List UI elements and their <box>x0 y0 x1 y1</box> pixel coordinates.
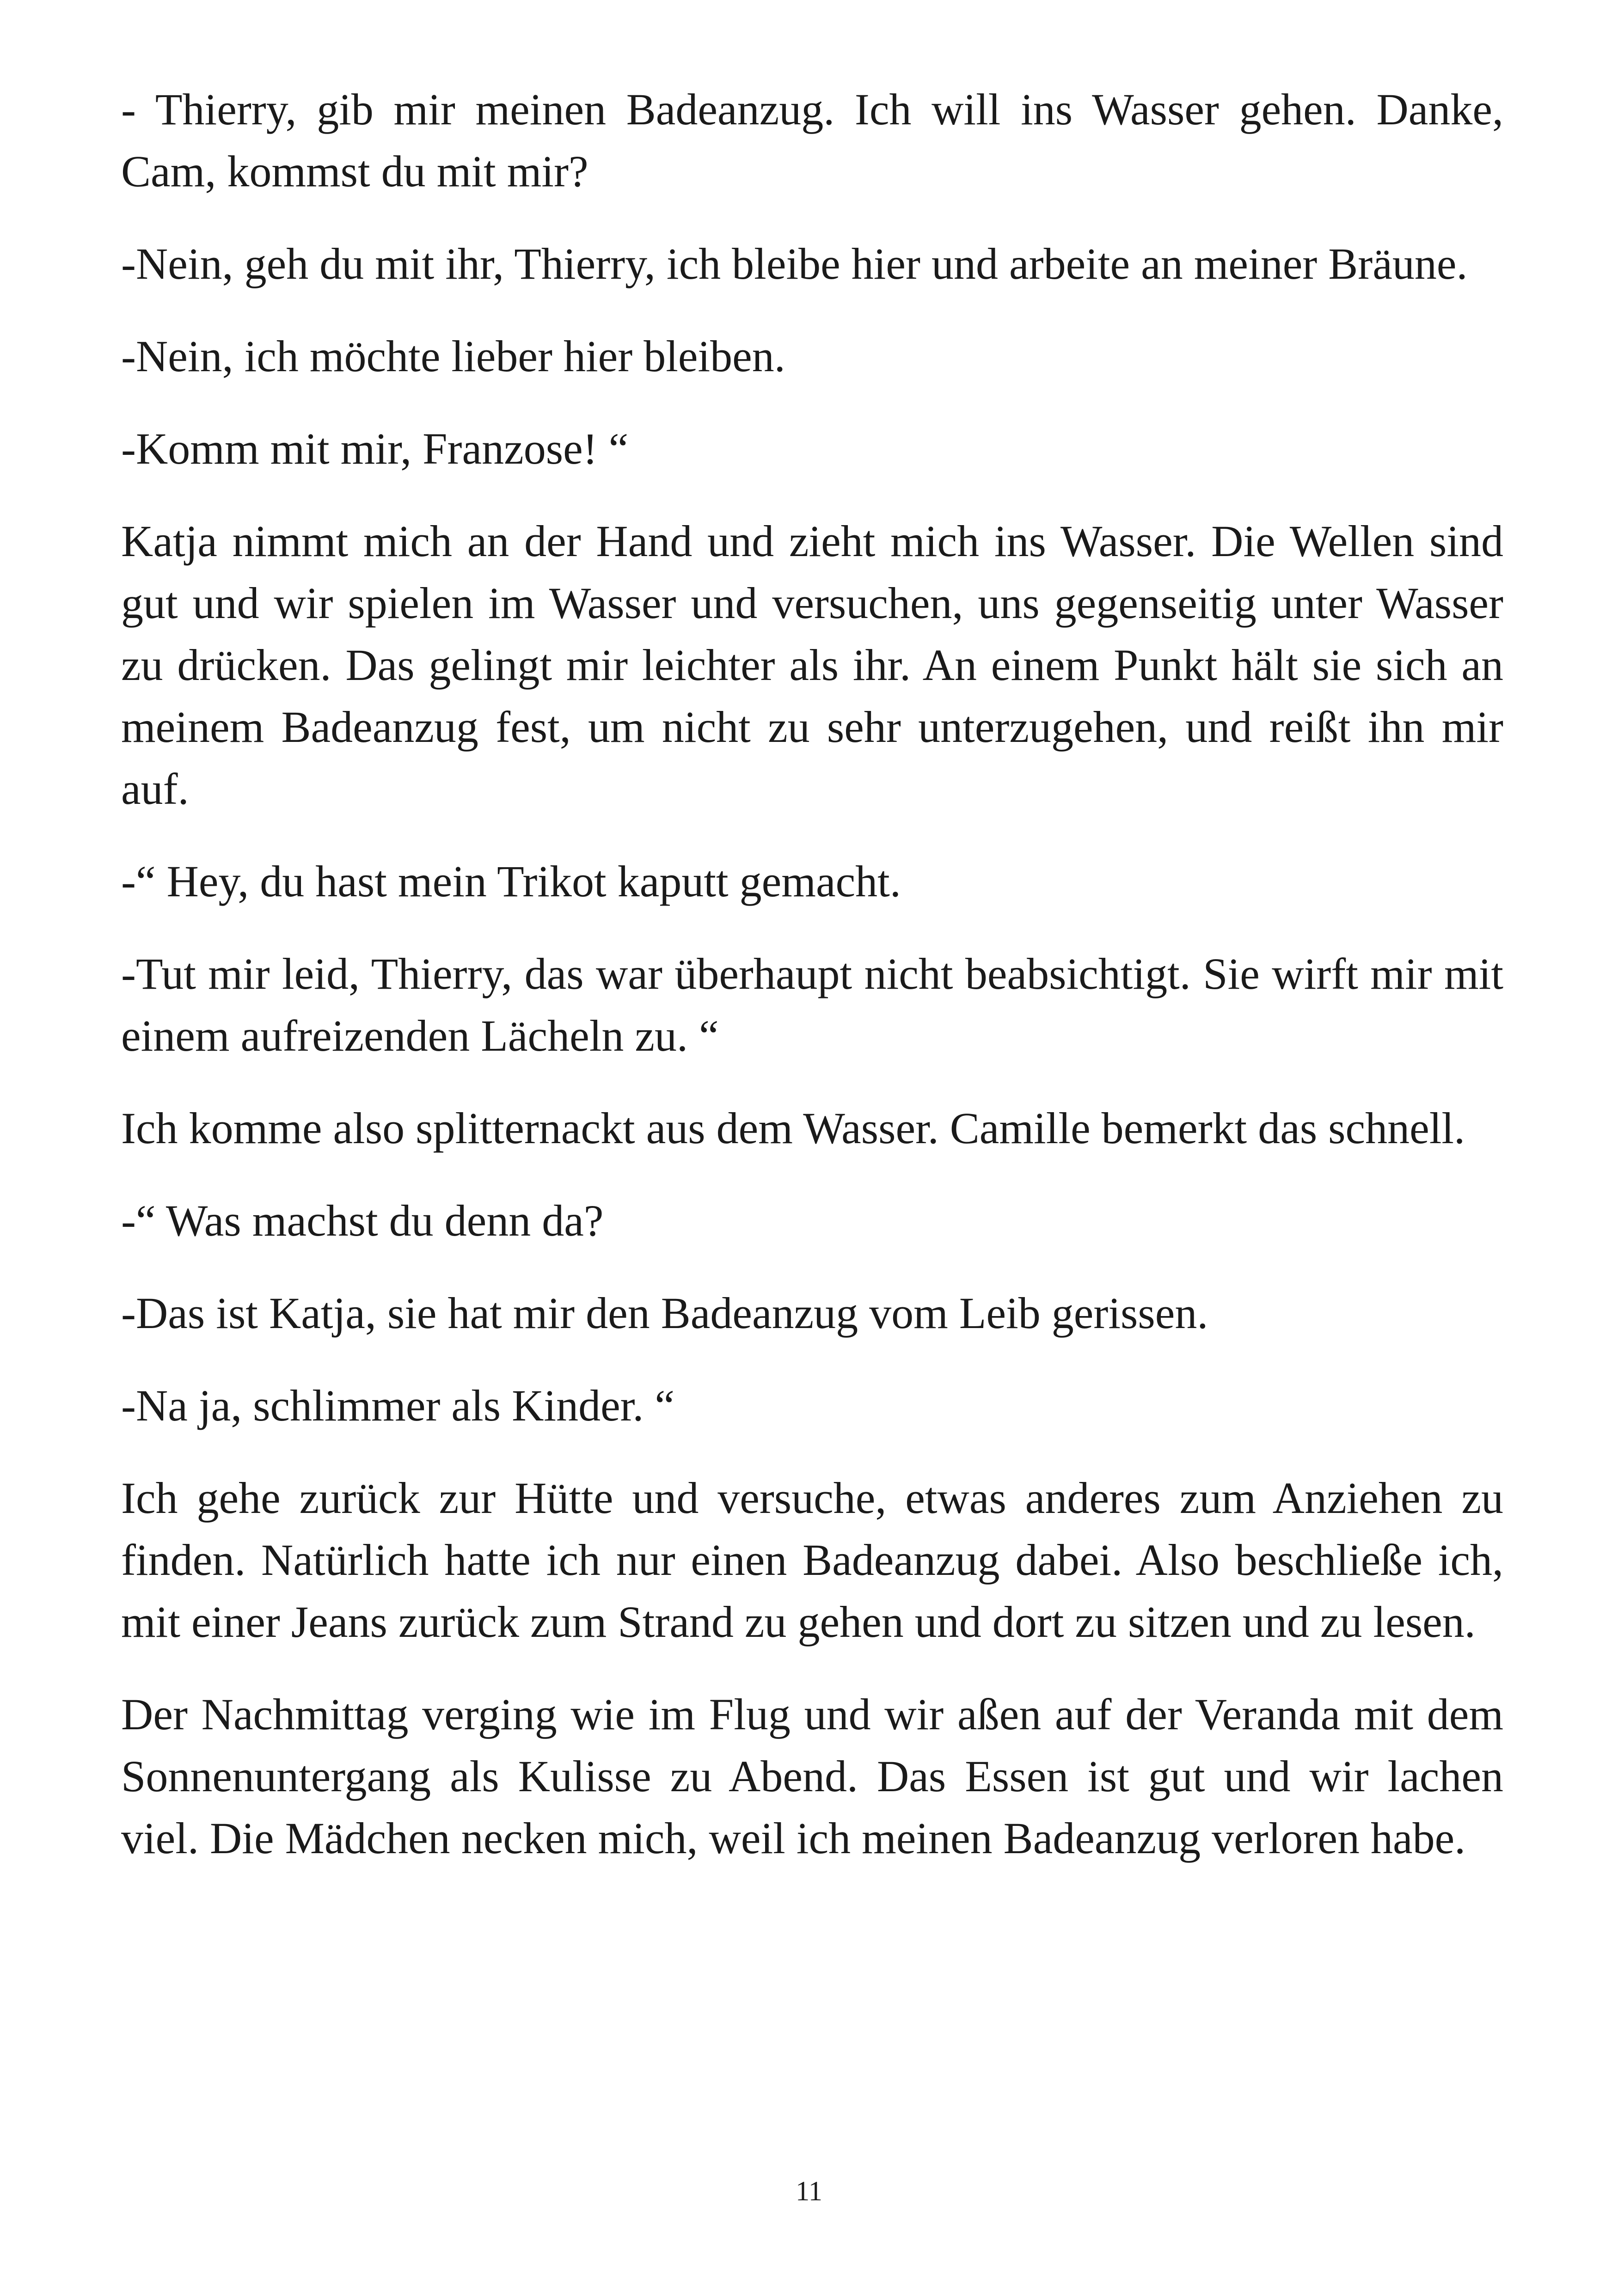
paragraph: -Tut mir leid, Thierry, das war überhaupt nicht beabsichtigt. Sie wirft mir mit einem aufreizenden Lächeln zu. “ <box>121 949 1503 1060</box>
paragraph: Ich komme also splitternackt aus dem Wasser. Camille bemerkt das schnell. <box>121 1103 1465 1153</box>
paragraph: -Komm mit mir, Franzose! “ <box>121 424 629 473</box>
paragraph: Ich gehe zurück zur Hütte und versuche, etwas anderes zum Anziehen zu finden. Natürlich hatte ich nur einen Badeanzug dabei. Also beschließe ich, mit einer Jeans zurück zum Strand zu gehen und dort zu sitzen und zu lesen. <box>121 1473 1503 1647</box>
paragraph: -“ Was machst du denn da? <box>121 1196 604 1245</box>
paragraph: Katja nimmt mich an der Hand und zieht mich ins Wasser. Die Wellen sind gut und wir spielen im Wasser und versuchen, uns gegenseitig unter Wasser zu drücken. Das gelingt mir leichter als ihr. An einem Punkt hält sie sich an meinem Badeanzug fest, um nicht zu sehr unterzugehen, und reißt ihn mir auf. <box>121 516 1503 814</box>
paragraph: -Nein, geh du mit ihr, Thierry, ich bleibe hier und arbeite an meiner Bräune. <box>121 239 1468 288</box>
page-body <box>121 79 1503 1900</box>
paragraph: Der Nachmittag verging wie im Flug und wir aßen auf der Veranda mit dem Sonnenuntergang als Kulisse zu Abend. Das Essen ist gut und wir lachen viel. Die Mädchen necken mich, weil ich meinen Badeanzug verloren habe. <box>121 1690 1503 1863</box>
paragraph: -Nein, ich möchte lieber hier bleiben. <box>121 331 785 381</box>
paragraph: - Thierry, gib mir meinen Badeanzug. Ich will ins Wasser gehen. Danke, Cam, kommst du mit mir? <box>121 85 1503 196</box>
paragraph: -Das ist Katja, sie hat mir den Badeanzug vom Leib gerissen. <box>121 1288 1208 1338</box>
paragraph: -Na ja, schlimmer als Kinder. “ <box>121 1381 674 1430</box>
page-number: 11 <box>796 2176 822 2206</box>
paragraph: -“ Hey, du hast mein Trikot kaputt gemacht. <box>121 857 901 906</box>
